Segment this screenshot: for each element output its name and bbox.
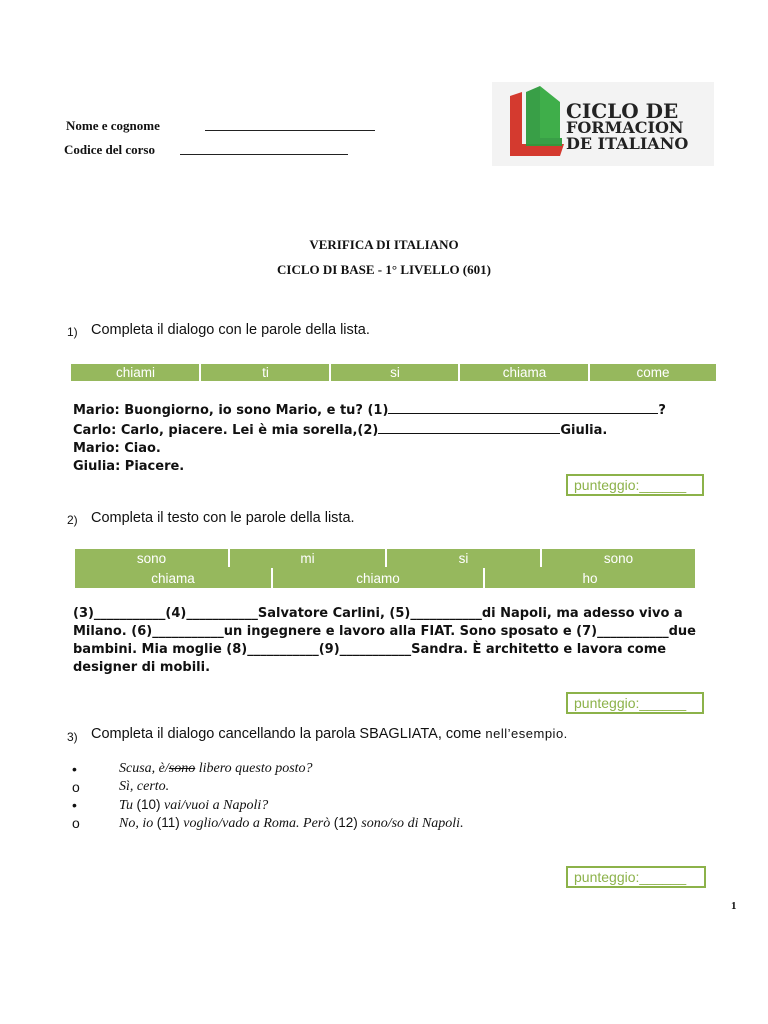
q2-score-box[interactable]: punteggio:______ (566, 692, 704, 714)
q1-word: chiama (502, 365, 547, 380)
list-item: • Scusa, è/sono libero questo posto? (72, 761, 313, 777)
q2-line: bambini. Mia moglie (8)___________(9)___________Sandra. È architetto e lavora come (73, 642, 667, 657)
logo-mark-icon (500, 86, 570, 162)
q3-score-box[interactable]: punteggio:______ (566, 866, 706, 888)
q2-line: designer di mobili. (73, 660, 211, 675)
list-item: • Tu (10) vai/vuoi a Napoli? (72, 797, 269, 813)
choice-12[interactable]: sono/so (357, 816, 405, 831)
q2-word: ho (582, 570, 598, 586)
q3-number: 3) (67, 730, 78, 744)
q1-instruction: Completa il dialogo con le parole della lista. (91, 322, 370, 338)
name-label: Nome e cognome (66, 118, 160, 133)
q1-dialogue (73, 400, 666, 476)
q3-instruction (91, 726, 568, 742)
q1-word: ti (262, 365, 269, 380)
q2-line: Milano. (6)___________un ingegnere e lavoro alla FIAT. Sono sposato e (7)___________due (73, 624, 696, 639)
q2-instruction: Completa il testo con le parole della lista. (91, 510, 355, 526)
q1-word: chiami (115, 365, 155, 380)
q1-line-end: Giulia. (560, 423, 608, 438)
q2-number: 2) (67, 513, 78, 527)
choice-11[interactable]: voglio/vado (179, 816, 250, 831)
course-label: Codice del corso (64, 142, 155, 157)
bullet: o (72, 779, 80, 795)
q2-text (73, 605, 696, 677)
course-field[interactable] (180, 142, 348, 155)
q1-line: Mario: Ciao. (73, 441, 161, 456)
logo-line-2: FORMACION (566, 118, 684, 137)
logo-line-1: CICLO DE (566, 99, 679, 123)
page-title: VERIFICA DI ITALIANO (309, 237, 459, 252)
bullet: • (72, 761, 77, 777)
q1-line-end: ? (658, 403, 666, 418)
q3-list (72, 760, 672, 832)
q3-instruction-tail: nell’esempio. (485, 726, 568, 741)
q1-line: Carlo: Carlo, piacere. Lei è mia sorella,(2) (73, 423, 379, 438)
q3-instruction-text: Completa il dialogo cancellando la parola SBAGLIATA, come (91, 726, 482, 742)
logo-line-3: DE ITALIANO (566, 134, 689, 153)
bullet: o (72, 815, 80, 831)
q2-word: sono (136, 550, 167, 566)
q2-word-bank (75, 549, 695, 588)
q1-word: si (390, 365, 400, 380)
q1-word: come (636, 365, 670, 380)
page-number: 1 (731, 900, 737, 912)
bullet: • (72, 797, 77, 813)
q1-score-box[interactable]: punteggio:______ (566, 474, 704, 496)
name-field[interactable] (205, 118, 375, 131)
q2-line: (3)___________(4)___________Salvatore Carlini, (5)___________di Napoli, ma adesso vivo a (73, 606, 683, 621)
q2-word: mi (300, 550, 315, 566)
q1-number: 1) (67, 325, 78, 339)
q1-word-bank (71, 364, 716, 381)
q2-word: sono (603, 550, 634, 566)
q1-line: Mario: Buongiorno, io sono Mario, e tu? (1) (73, 403, 389, 418)
blank-1[interactable] (388, 400, 658, 414)
choice-10[interactable]: vai/vuoi (160, 798, 210, 813)
list-item: o No, io (11) voglio/vado a Roma. Però (12) sono/so di Napoli. (72, 815, 464, 831)
q2-word: chiama (151, 570, 195, 586)
blank-2[interactable] (378, 420, 560, 434)
page-subtitle: CICLO DI BASE - 1° LIVELLO (601) (277, 262, 491, 277)
q2-word: si (458, 550, 469, 566)
struck-word: sono (168, 761, 196, 776)
q1-line: Giulia: Piacere. (73, 459, 185, 474)
q2-word: chiamo (356, 570, 400, 586)
list-item: o Sì, certo. (72, 779, 170, 795)
logo (492, 82, 714, 166)
